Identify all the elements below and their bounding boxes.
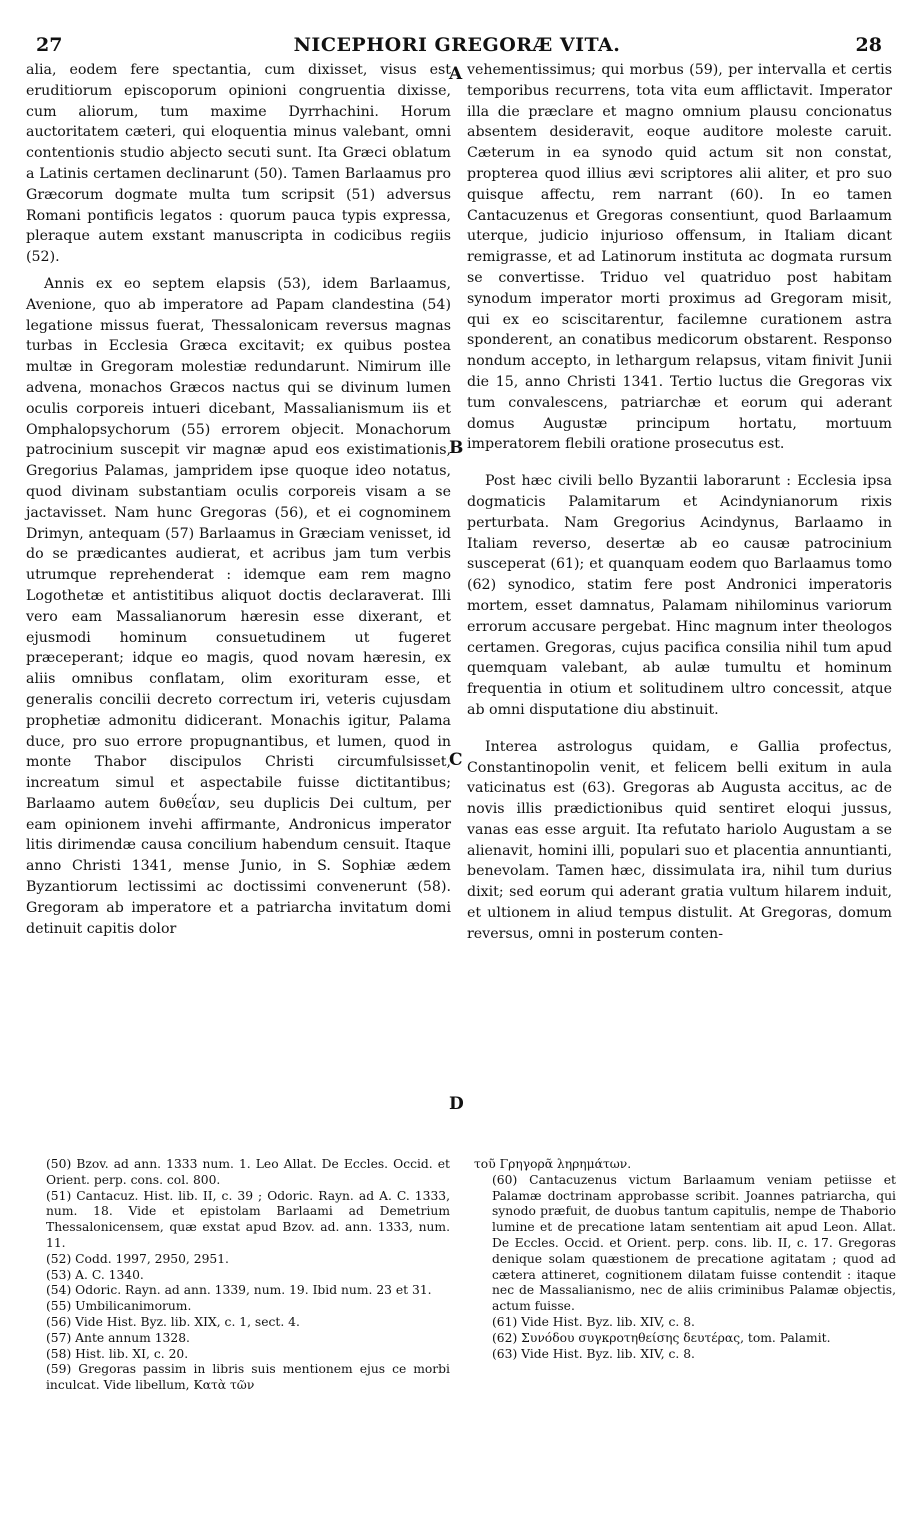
right-footnotes	[474, 1157, 896, 1362]
right-paragraph-1: vehementissimus; qui morbus (59), per intervalla et certis temporibus recurrens, tota vita eum afflictavit. Imperator illa die præclare et magno omnium plausu concionatus absentem desideravit, eoque auditore moleste caruit. Cæterum in ea synodo quid actum sit non constat, propterea quod illius ævi scriptores alii aliter, et pro suo quisque affectu, rem narrant (60). In eo tamen Cantacuzenus et Gregoras consentiunt, quod Barlaamum uterque, judicio injurioso offensum, in Italiam dicant remigrasse, et ad Latinorum instituta ac dogmata rursum se convertisse. Triduo vel quatriduo post habitam synodum imperator morti proximus ad Gregoram misit, qui ex eo sciscitarentur, facilemne curationem astra sponderent, an conatibus medicorum obstarent. Responso nondum accepto, in lethargum relapsus, vitam finivit Junii die 15, anno Christi 1341. Tertio luctus die Gregoras vix tum convalescens, patriarchæ et eorum qui aderant domus Augustæ principum hortatu, mortuum imperatorem flebili oratione prosecutus est.	[467, 62, 892, 453]
right-page-number: 28	[855, 34, 882, 56]
footnote-58: (58) Hist. lib. XI, c. 20.	[46, 1346, 189, 1361]
footnote-60: (60) Cantacuzenus victum Barlaamum veniam petiisse et Palamæ doctrinam approbasse scribit. Joannes patriarcha, qui synodo præfuit, de duobus tantum capitulis, nempe de Thaborio lumine et de precatione latam sententiam ait apud Leon. Allat. De Eccles. Occid. et Orient. perp. cons. lib. II, c. 17. Gregoras denique solam quæstionem de precatione agitatam ; quod ad cætera attineret, cognitionem dilatam fuisse contendit : itaque nec de Massalianismo, nec de aliis criminibus Palamæ objectis, actum fuisse.	[492, 1172, 896, 1314]
footnote-55: (55) Umbilicanimorum.	[46, 1299, 192, 1314]
footnote-61: (61) Vide Hist. Byz. lib. XIV, c. 8.	[492, 1314, 695, 1329]
left-footnotes	[28, 1157, 450, 1394]
footnote-59-continued: τοῦ Γρηγορᾶ ληρημάτων.	[474, 1157, 632, 1171]
margin-marker-a: A	[449, 64, 463, 84]
left-paragraph-2: Annis ex eo septem elapsis (53), idem Barlaamus, Avenione, quo ab imperatore ad Papam clandestina (54) legatione missus fuerat, Thessalonicam reversus magnas turbas in Ecclesia Græca excitavit; ex quibus postea multæ in Gregoram molestiæ redundarunt. Nimirum ille advena, monachos Græcos nactus qui se divinum lumen oculis corporeis intueri dicebant, Massalianismum iis et Omphalopsychorum (55) errorem objecit. Monachorum patrocinium suscepit vir magnæ apud eos existimationis, Gregorius Palamas, jampridem ipse quoque ideo notatus, quod divinam substantiam oculis corporeis visam a se jactavisset. Nam hunc Gregoras (56), et ei cognominem Drimyn, antequam (57) Barlaamus in Græciam venisset, id do se prædicantes audierat, et acribus jam tum verbis utrumque reprehenderat : idemque eam rem magno Logothetæ et antistitibus aliquot doctis declaraverat. Illi vero eam Massalianorum hæresin esse dixerant, et ejusmodi hominum consuetudinem ut fugeret præceperant; idque eo magis, quod novam hæresin, ex aliis omnibus conflatam, olim exorituram esse, et generalis concilii decreto correctum iri, veteris cujusdam prophetiæ admonitu didicerant. Monachis igitur, Palama duce, pro suo errore propugnantibus, et lumen, quod in monte Thabor discipulos Christi circumfulsisset, increatum simul et aspectabile fuisse dictitantibus; Barlaamo autem δυθεΐαν, seu duplicis Dei cultum, per eam opinionem invehi affirmante, Andronicus imperator litis dirimendæ causa concilium habendum censuit. Itaque anno Christi 1341, mense Junio, in S. Sophiæ ædem Byzantiorum lectissimi ac doctissimi convenerunt (58). Gregoram ab imperatore et a patriarcha invitatum domi detinuit capitis dolor	[26, 275, 451, 937]
right-paragraph-2: Post hæc civili bello Byzantii laborarunt : Ecclesia ipsa dogmaticis Palamitarum et Acindynianorum rixis perturbata. Nam Gregorius Acindynus, Barlaamo in Italiam reverso, desertæ ab eo causæ patrocinium susceperat (61); et quanquam eodem quo Barlaamus tomo (62) synodico, statim fere post Andronici imperatoris mortem, esset damnatus, Palamam nihilominus variorum errorum accusare pergebat. Hinc magnum inter theologos certamen. Gregoras, cujus pacifica consilia nihil tum apud quemquam valebant, ab aulæ tumultu et hominum frequentia in otium et solitudinem ultro concessit, atque ab omni disputatione diu abstinuit.	[467, 473, 892, 718]
footnote-56: (56) Vide Hist. Byz. lib. XIX, c. 1, sect. 4.	[46, 1314, 300, 1329]
footnote-54: (54) Odoric. Rayn. ad ann. 1339, num. 19. Ibid num. 23 et 31.	[46, 1283, 432, 1298]
left-text-column	[26, 60, 451, 945]
right-text-column	[467, 60, 892, 951]
margin-marker-b: B	[449, 438, 464, 458]
margin-marker-c: C	[449, 750, 463, 770]
footnote-52: (52) Codd. 1997, 2950, 2951.	[46, 1251, 229, 1266]
left-paragraph-1: alia, eodem fere spectantia, cum dixisset, visus est eruditiorum episcoporum opinioni congruentia dixisse, cum aliorum, tum maxime Dyrrhachini. Horum auctoritatem cæteri, qui eloquentia minus valebant, omni contentionis studio abjecto secuti sunt. Ita Græci oblatum a Latinis certamen declinarunt (50). Tamen Barlaamus pro Græcorum dogmate multa tum scripsit (51) adversus Romani pontificis legatos : quorum pauca typis expressa, pleraque autem exstant manuscripta in codicibus regiis (52).	[26, 62, 451, 266]
footnote-50: (50) Bzov. ad ann. 1333 num. 1. Leo Allat. De Eccles. Occid. et Orient. perp. cons. col. 800.	[46, 1157, 450, 1187]
footnote-57: (57) Ante annum 1328.	[46, 1330, 190, 1345]
left-page-number: 27	[36, 34, 63, 56]
margin-marker-d: D	[449, 1094, 464, 1114]
footnote-53: (53) A. C. 1340.	[46, 1267, 144, 1282]
right-paragraph-3: Interea astrologus quidam, e Gallia profectus, Constantinopolin venit, et felicem belli exitum in aula vaticinatus est (63). Gregoras ab Augusta accitus, ac de novis illis prædictionibus quid sentiret eloqui jussus, vanas eas esse arguit. Ita refutato hariolo Augustam a se alienavit, homini illi, populari suo et placentia annuntianti, benevolam. Tamen hæc, dissimulata ira, nihil tum durius dixit; sed eorum qui aderant gratia vultum hilarem induit, et ultionem in aliud tempus distulit. At Gregoras, domum reversus, omni in posterum conten-	[467, 738, 892, 942]
running-header	[32, 34, 882, 60]
footnote-63: (63) Vide Hist. Byz. lib. XIV, c. 8.	[492, 1346, 695, 1361]
footnote-51: (51) Cantacuz. Hist. lib. II, c. 39 ; Odoric. Rayn. ad A. C. 1333, num. 18. Vide et epistolam Barlaami ad Demetrium Thessalonicensem, quæ exstat apud Bzov. ad. ann. 1333, num. 11.	[46, 1188, 450, 1250]
running-title: NICEPHORI GREGORÆ VITA.	[293, 34, 621, 56]
footnote-62: (62) Συνόδου συγκροτηθείσης δευτέρας, tom. Palamit.	[492, 1330, 831, 1345]
footnote-59: (59) Gregoras passim in libris suis mentionem ejus ce morbi inculcat. Vide libellum, Κατὰ τῶν	[46, 1362, 450, 1393]
